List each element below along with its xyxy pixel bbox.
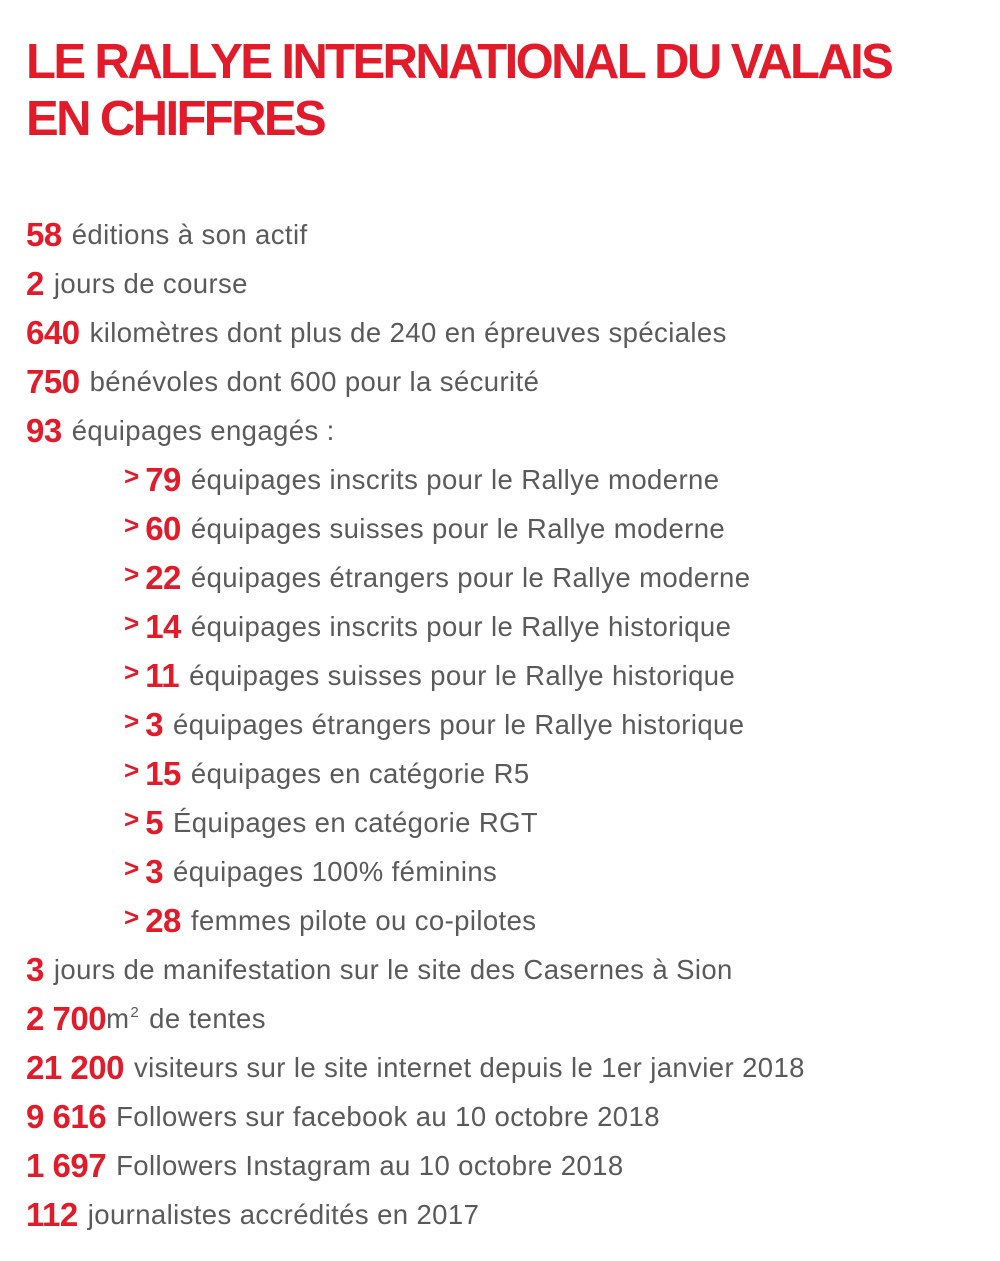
stat-label: Followers Instagram au 10 octobre 2018 [116,1149,624,1181]
arrow-right-icon: > [124,804,140,834]
stat-label: équipages en catégorie R5 [190,757,530,789]
stat-number: 5 [145,803,164,841]
stat-label: équipages inscrits pour le Rallye moderne [190,463,720,495]
stat-item-crews-entered [26,406,986,455]
substat-item-historic-foreign [26,700,986,749]
stat-label: kilomètres dont plus de 240 en épreuves spéciales [89,316,727,348]
arrow-right-icon: > [124,853,140,883]
stat-label: femmes pilote ou co-pilotes [190,904,537,936]
arrow-right-icon: > [124,755,140,785]
stat-item-event-days [26,945,986,994]
stat-unit-base: m [106,1002,130,1034]
stat-number: 2 [26,264,44,302]
substat-item-female-drivers [26,896,986,945]
stat-label: bénévoles dont 600 pour la sécurité [89,365,540,397]
arrow-right-icon: > [124,608,140,638]
substat-item-female-crews [26,847,986,896]
stat-number: 2 700 [26,999,107,1037]
stat-label: Followers sur facebook au 10 octobre 2018 [116,1100,660,1132]
stat-label: équipages suisses pour le Rallye moderne [190,512,726,544]
stat-number: 11 [145,656,180,694]
stat-item-kilometers [26,308,986,357]
stat-label: équipages 100% féminins [173,855,498,887]
stat-label: Équipages en catégorie RGT [173,806,539,838]
stat-item-race-days [26,259,986,308]
stat-item-journalists [26,1190,986,1239]
substat-item-modern-foreign [26,553,986,602]
stats-list [26,210,986,1239]
page-title-line-1: LE RALLYE INTERNATIONAL DU VALAIS [26,35,892,89]
stat-number: 93 [26,411,62,449]
stat-number: 3 [26,950,44,988]
arrow-right-icon: > [124,706,140,736]
stat-number: 58 [26,215,62,253]
stat-item-instagram-followers [26,1141,986,1190]
stat-number: 14 [145,607,181,645]
arrow-right-icon: > [124,657,140,687]
substat-item-historic-registered [26,602,986,651]
stat-number: 750 [26,362,80,400]
stat-label: visiteurs sur le site internet depuis le 1er janvier 2018 [133,1051,805,1083]
substat-item-historic-swiss [26,651,986,700]
stat-item-tents [26,994,986,1043]
arrow-right-icon: > [124,902,140,932]
stat-label: équipages suisses pour le Rallye historique [189,659,736,691]
page-title [26,34,996,148]
stat-item-website-visitors [26,1043,986,1092]
substat-item-category-r5 [26,749,986,798]
stat-label: jours de course [53,267,248,299]
arrow-right-icon: > [124,559,140,589]
stat-number: 1 697 [26,1146,107,1184]
stat-label: jours de manifestation sur le site des Casernes à Sion [53,953,733,985]
substat-item-modern-swiss [26,504,986,553]
arrow-right-icon: > [124,461,140,491]
page-title-line-2: EN CHIFFRES [26,92,325,146]
substat-item-category-rgt [26,798,986,847]
stat-number: 15 [145,754,181,792]
stat-number: 112 [26,1195,78,1233]
stat-label: équipages étrangers pour le Rallye historique [173,708,745,740]
stat-number: 640 [26,313,80,351]
arrow-right-icon: > [124,510,140,540]
stat-number: 28 [145,901,181,939]
stat-number: 22 [145,558,181,596]
stat-number: 9 616 [26,1097,107,1135]
stat-unit [106,1003,139,1035]
stat-label: équipages inscrits pour le Rallye historique [190,610,732,642]
stat-label: éditions à son actif [71,218,308,250]
stat-number: 3 [145,705,164,743]
stat-label: équipages étrangers pour le Rallye moderne [190,561,751,593]
stat-label: de tentes [149,1002,266,1034]
stat-number: 21 200 [26,1048,124,1086]
stat-label: équipages engagés : [71,414,335,446]
substat-item-modern-registered [26,455,986,504]
stat-number: 60 [145,509,181,547]
stat-number: 79 [145,460,181,498]
stat-item-facebook-followers [26,1092,986,1141]
stat-unit-superscript: 2 [130,1003,140,1021]
stat-number: 3 [145,852,164,890]
stat-item-volunteers [26,357,986,406]
stat-label: journalistes accrédités en 2017 [87,1198,480,1230]
stat-item-editions [26,210,986,259]
